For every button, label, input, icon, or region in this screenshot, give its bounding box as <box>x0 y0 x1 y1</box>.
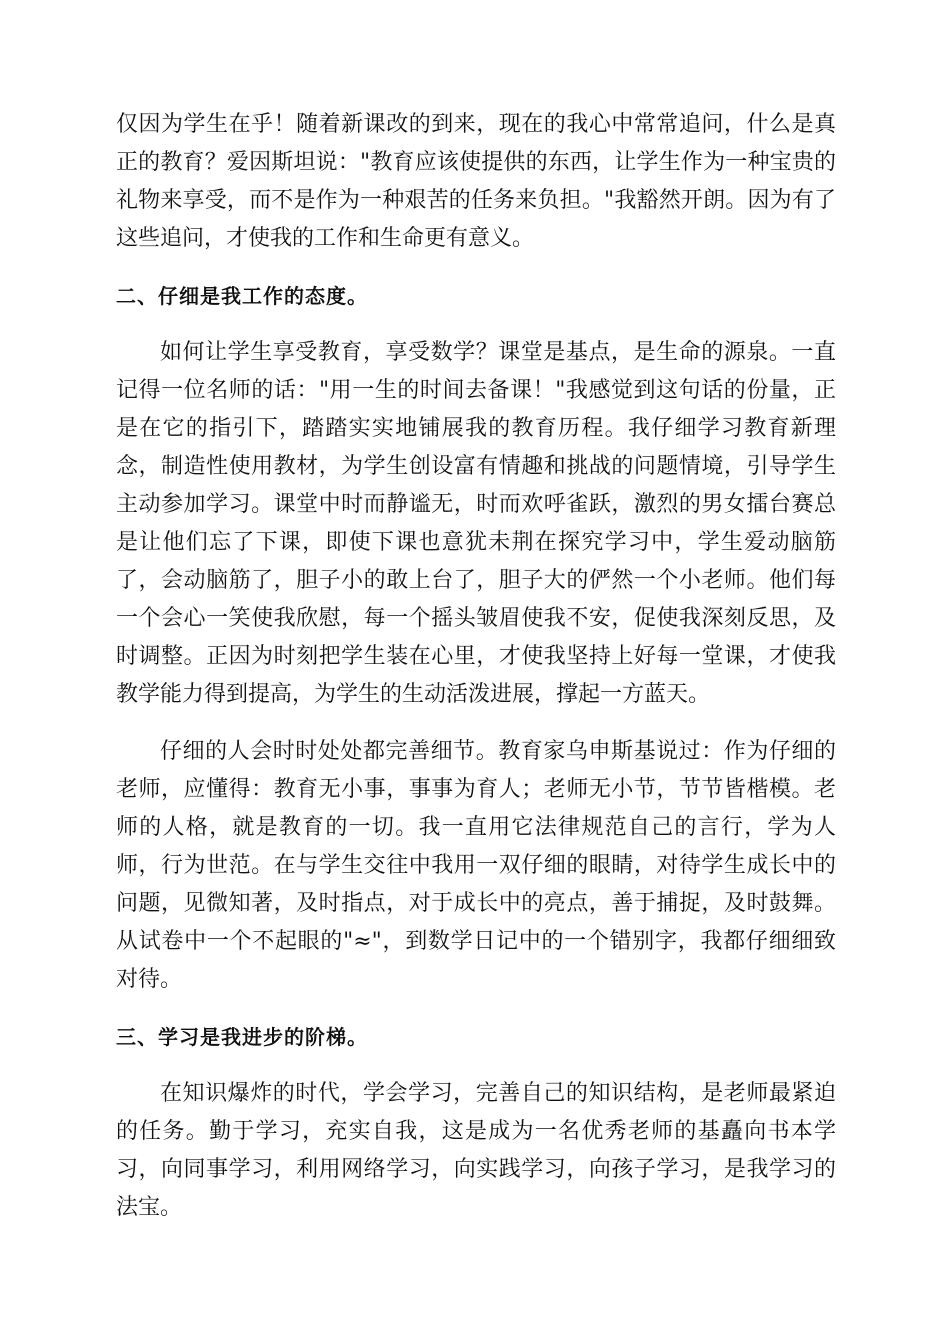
paragraph-classroom: 如何让学生享受教育，享受数学？课堂是基点，是生命的源泉。一直记得一位名师的话："用一生的时间去备课！"我感觉到这句话的份量，正是在它的指引下，踏踏实实地铺展我的教育历程。我仔细学习教育新理念，制造性使用教材，为学生创设富有情趣和挑战的问题情境，引导学生主动参加学习。课堂中时而静谧无，时而欢呼雀跃，激烈的男女擂台赛总是让他们忘了下课，即使下课也意犹未荆在探究学习中，学生爱动脑筋了，会动脑筋了，胆子小的敢上台了，胆子大的俨然一个小老师。他们每一个会心一笑使我欣慰，每一个摇头皱眉使我不安，促使我深刻反思，及时调整。正因为时刻把学生装在心里，才使我坚持上好每一堂课，才使我教学能力得到提高，为学生的生动活泼进展，撑起一方蓝天。 <box>116 340 836 707</box>
paragraph-intro-continued: 仅因为学生在乎！随着新课改的到来，现在的我心中常常追问，什么是真正的教育？爱因斯坦说："教育应该使提供的东西，让学生作为一种宝贵的礼物来享受，而不是作为一种艰苦的任务来负担。"我豁然开朗。因为有了这些追问，才使我的工作和生命更有意义。 <box>116 112 836 251</box>
document-body <box>116 106 836 1246</box>
paragraph-learning: 在知识爆炸的时代，学会学习，完善自己的知识结构，是老师最紧迫的任务。勤于学习，充实自我，这是成为一名优秀老师的基矗向书本学习，向同事学习，利用网络学习，向实践学习，向孩子学习，是我学习的法宝。 <box>116 1081 836 1220</box>
section-heading-2: 二、仔细是我工作的态度。 <box>116 284 368 308</box>
paragraph-details: 仔细的人会时时处处都完善细节。教育家乌申斯基说过：作为仔细的老师，应懂得：教育无小事，事事为育人；老师无小节，节节皆楷模。老师的人格，就是教育的一切。我一直用它法律规范自己的言行，学为人师，行为世范。在与学生交往中我用一双仔细的眼睛，对待学生成长中的问题，见微知著，及时指点，对于成长中的亮点，善于捕捉，及时鼓舞。从试卷中一个不起眼的"≈"，到数学日记中的一个错别字，我都仔细细致对待。 <box>116 739 836 992</box>
section-heading-3: 三、学习是我进步的阶梯。 <box>116 1025 368 1049</box>
